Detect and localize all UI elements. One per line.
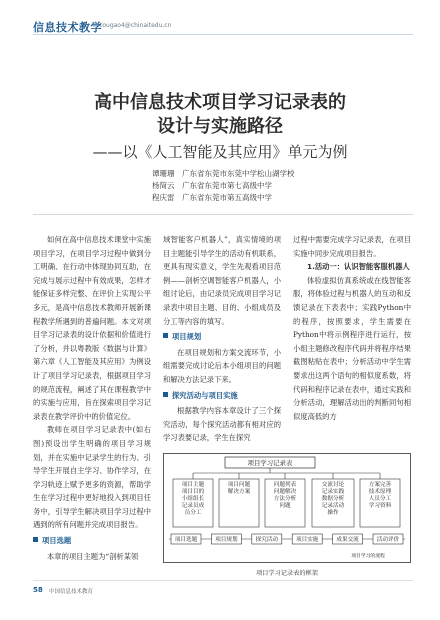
section-heading xyxy=(33,534,151,548)
author-row xyxy=(152,168,295,180)
flow-step-label: 项目规划 xyxy=(215,537,238,543)
section-bullet-icon xyxy=(163,333,168,338)
author-affiliation: 广东省东莞市东莞中学松山湖学校 xyxy=(182,169,295,178)
page-header xyxy=(0,0,440,46)
figure-caption: 项目学习记录表的框架 xyxy=(256,570,318,577)
footer-rule xyxy=(33,580,413,581)
diagram-root-label: 项目学习记录表 xyxy=(247,459,293,467)
author-row xyxy=(152,180,295,192)
diagram-box-label: 项目主题项目目的小组组长记录员成员分工 xyxy=(181,482,205,516)
flow-step-label: 成果交流 xyxy=(336,537,359,543)
flow-note: 项目学习的流程 xyxy=(351,554,385,559)
author-row xyxy=(152,192,295,204)
author-affiliation: 广东省东莞市第七高级中学 xyxy=(182,181,272,190)
subsection-heading: 1.活动一：认识智能客服机器人 xyxy=(307,262,410,272)
page-number: 58 xyxy=(33,586,43,594)
body-column-1 xyxy=(33,233,151,563)
flow-step-label: 项目实施 xyxy=(296,537,319,543)
body-column-3 xyxy=(293,233,411,423)
author-name: 杨简云 xyxy=(152,181,175,190)
diagram-box-label: 方案完善技术原理人员分工学习资料 xyxy=(368,482,392,509)
article-subtitle: ——以《人工智能及其应用》单元为例 xyxy=(92,143,348,161)
author-affiliation: 广东省东莞市第五高级中学 xyxy=(182,193,272,202)
body-column-2 xyxy=(163,233,281,445)
paragraph: 教师在项目学习记录表中(如右图)预设出学生明确的项目学习规划，并在实施中记录学生的行为、引导学生开展自主学习、协作学习，在学习轨迹上赋予更多的资源，帮助学生在学习过程中更好地投入到项目任务中，引导学生解决项目学习过程中遇到的所有问题并完成项目报告。 xyxy=(33,425,151,530)
article-title-line1: 高中信息技术项目学习记录表的 xyxy=(94,92,346,113)
flow-step-label: 探究活动 xyxy=(255,537,278,543)
paragraph: 域智能客户机器人”，真实情境的项目主题能引导学生的活动有机联系，更具有现实意义，学生先观看项目范例——剖析空调智能客户机器人，小组讨论后，由记录员完成项目学习记录表中项目主题、目的、小组成员及分工等内容的填写。 xyxy=(163,235,281,326)
section-bullet-icon xyxy=(33,537,38,542)
paragraph: 在项目规划和方案交流环节，小组需要完成讨论后本小组项目的问题和解决方法记录下来。 xyxy=(163,347,281,384)
diagram-box-label: 交流讨论记录实践数据分析记录活动操作 xyxy=(321,482,345,516)
title-divider xyxy=(33,214,413,215)
paragraph: 本章的项目主题为“剖析某领 xyxy=(47,551,139,561)
section-heading xyxy=(163,330,281,344)
section-heading-text: 探究活动与项目实施 xyxy=(172,390,238,400)
section-heading-text: 项目规划 xyxy=(172,332,202,342)
header-rule xyxy=(33,34,413,35)
article-title-line2: 设计与实施路径 xyxy=(157,116,283,137)
paragraph: 如何在高中信息技术课堂中实施项目学习，在项目学习过程中做到分工明确、在行动中体现协同互助，在完成与展示过程中有效成果，怎样才能保证多样完整、在评价上实现公平多元，是高中信息技术教师开展新课程教学所遇到的普遍问题。本文对项目学习记录表的设计依据和价值进行了分析，并以粤教版《数据与计算》第六章《人工智能及其应用》为例设计了项目学习记录表，根据项目学习的规范流程，阐述了其在课程教学中的实施与应用，旨在探索项目学习记录表在教学评价中的价值定位。 xyxy=(33,235,151,421)
section-heading xyxy=(163,389,281,403)
footer-journal-name: 中国信息技术教育 xyxy=(49,589,94,595)
paragraph: 过程中需要完成学习记录表，在项目实施中同步完成项目报告。 xyxy=(293,235,411,258)
section-heading-text: 项目选题 xyxy=(42,536,72,546)
paragraph: 根据教学内容本章设计了三个探究活动，每个探究活动都有相对应的学习表要记录，学生在探究 xyxy=(163,406,281,443)
flow-step-label: 活动评价 xyxy=(376,537,400,543)
submission-email: tougao4@chinaitedu.cn xyxy=(100,22,172,29)
diagram-box-label: 项目问题解决方案 xyxy=(227,482,251,495)
author-name: 程庆雷 xyxy=(152,193,175,202)
framework-diagram xyxy=(163,453,411,563)
paragraph: 体验虚拟仿真系统或在线智能客服，将体验过程与机器人的互动和反馈记录在下表表中；实践Python中的程序，按照要求，学生需要在Python中将示例程序进行运行，按小组主题修改程序代码并将程序结果截图粘贴在表中；分析活动中学生需要求出这两个语句的相似度系数，将代码和程序记录在表中，通过实践和分析活动，理解活动出的判断同句相似度高低的方 xyxy=(293,275,411,421)
author-list xyxy=(152,168,295,204)
journal-section-name: 信息技术教学 xyxy=(33,21,102,34)
flow-step-label: 项目选题 xyxy=(174,537,198,543)
diagram-box-label: 问题列表问题解决方法分析问题 xyxy=(273,482,297,509)
author-name: 谭珊珊 xyxy=(152,169,175,178)
section-bullet-icon xyxy=(163,392,168,397)
